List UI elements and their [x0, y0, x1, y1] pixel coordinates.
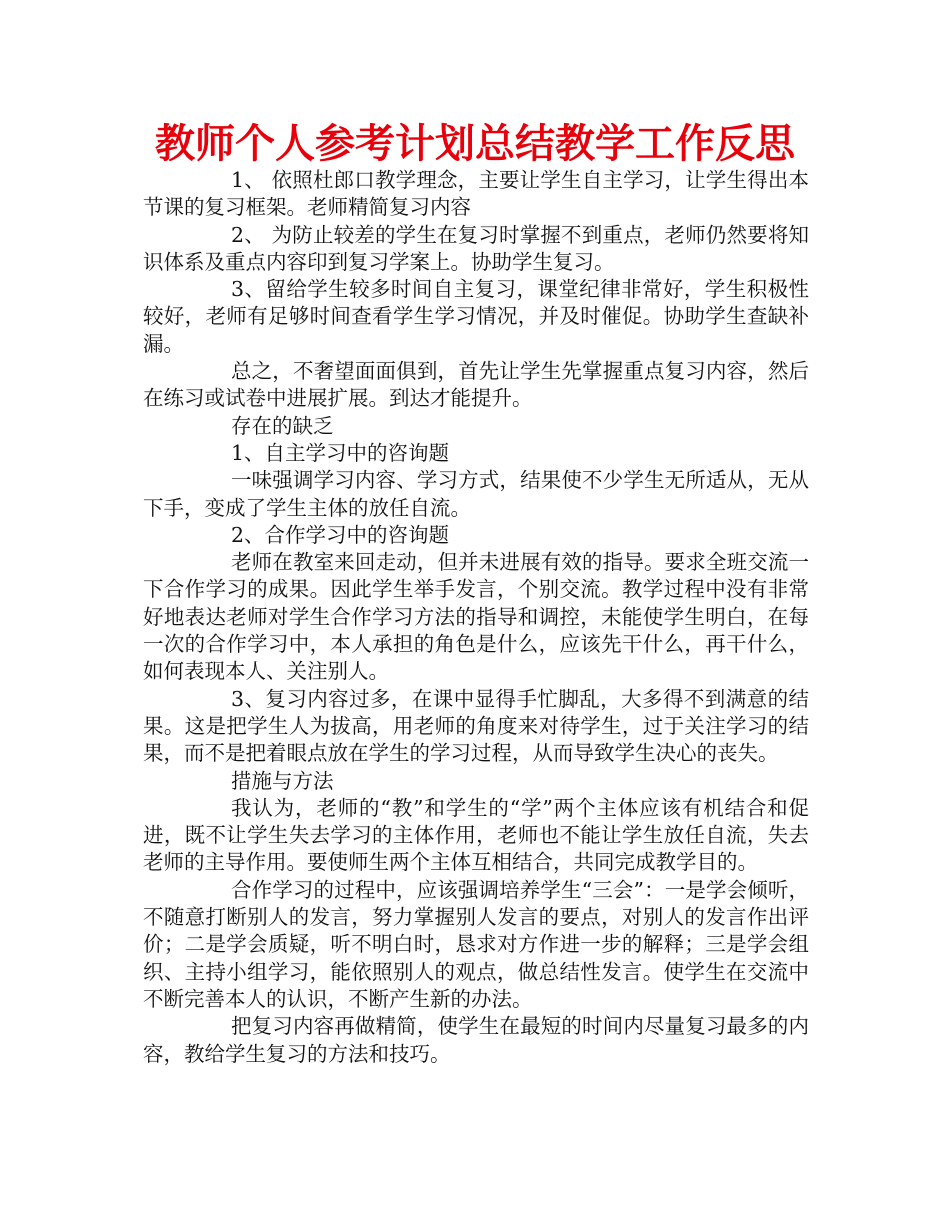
- subsection-heading: 1、自主学习中的咨询题: [231, 440, 450, 465]
- paragraph: 总之，不奢望面面俱到，首先让学生先掌握重点复习内容，然后在练习或试卷中进展扩展。到达才能提升。: [143, 359, 809, 411]
- paragraph: 1、 依照杜郎口教学理念，主要让学生自主学习，让学生得出本节课的复习框架。老师精简复习内容: [143, 168, 809, 220]
- section-heading: 存在的缺乏: [231, 413, 334, 438]
- paragraph: 3、复习内容过多，在课中显得手忙脚乱，大多得不到满意的结果。这是把学生人为拔高，用老师的角度来对待学生，过于关注学习的结果，而不是把着眼点放在学生的学习过程，从而导致学生决心的丧失。: [143, 686, 809, 766]
- paragraph: 3、留给学生较多时间自主复习，课堂纪律非常好，学生积极性较好，老师有足够时间查看学生学习情况，并及时催促。协助学生查缺补漏。: [143, 277, 809, 356]
- paragraph: 把复习内容再做精简，使学生在最短的时间内尽量复习最多的内容，教给学生复习的方法和技巧。: [143, 1014, 809, 1066]
- section-heading: 措施与方法: [231, 768, 334, 793]
- paragraph: 老师在教室来回走动，但并未进展有效的指导。要求全班交流一下合作学习的成果。因此学生举手发言，个别交流。教学过程中没有非常好地表达老师对学生合作学习方法的指导和调控，未能使学生明白，在每一次的合作学习中，本人承担的角色是什么，应该先干什么，再干什么，如何表现本人、关注别人。: [143, 550, 809, 684]
- paragraph: 一味强调学习内容、学习方式，结果使不少学生无所适从，无从下手，变成了学生主体的放任自流。: [143, 468, 809, 520]
- document-body: [143, 167, 809, 1068]
- paragraph: 2、 为防止较差的学生在复习时掌握不到重点，老师仍然要将知识体系及重点内容印到复习学案上。协助学生复习。: [143, 222, 809, 274]
- paragraph: 我认为，老师的“教”和学生的“学”两个主体应该有机结合和促进，既不让学生失去学习的主体作用，老师也不能让学生放任自流，失去老师的主导作用。要使师生两个主体互相结合，共同完成教学目的。: [143, 795, 809, 875]
- paragraph: 合作学习的过程中，应该强调培养学生“三会”：一是学会倾听，不随意打断别人的发言，努力掌握别人发言的要点，对别人的发言作出评价；二是学会质疑，听不明白时，恳求对方作进一步的解释；三是学会组织、主持小组学习，能依照别人的观点，做总结性发言。使学生在交流中不断完善本人的认识，不断产生新的办法。: [143, 877, 809, 1011]
- document-title: 教师个人参考计划总结教学工作反思: [155, 121, 795, 167]
- subsection-heading: 2、合作学习中的咨询题: [231, 522, 450, 547]
